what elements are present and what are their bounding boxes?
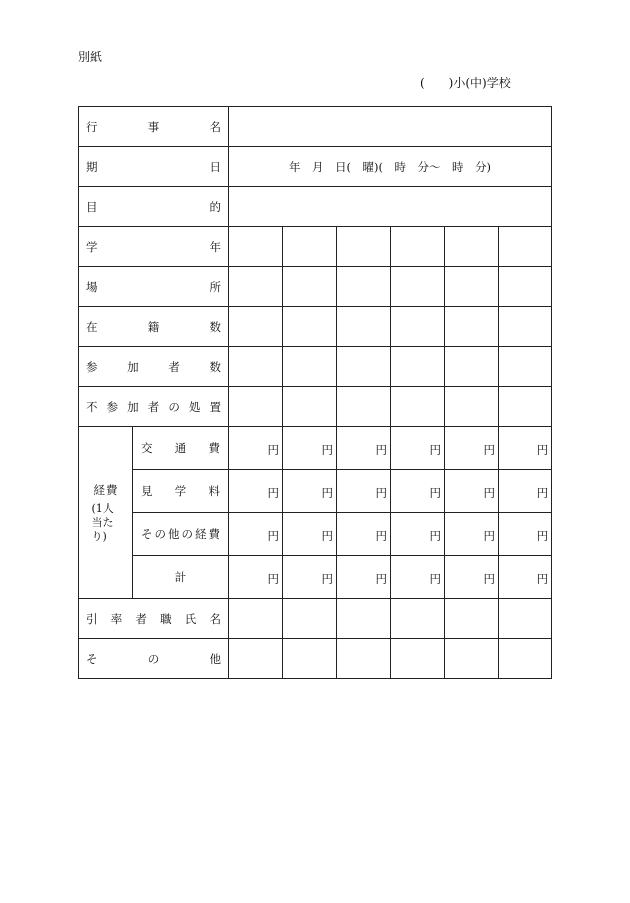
cell-chaperones[interactable] [499, 599, 552, 639]
cell-absentee-handling[interactable] [229, 387, 283, 427]
cell-chaperones[interactable] [283, 599, 337, 639]
label-char: 不 [86, 399, 98, 414]
label-text [86, 359, 221, 375]
label-char: 参 [106, 399, 119, 414]
label-text [94, 482, 118, 498]
label-char: 参 [86, 359, 98, 374]
label-char: そ [86, 651, 98, 666]
label-char: の [147, 651, 160, 666]
cell-place[interactable] [283, 267, 337, 307]
cell-other-expenses[interactable]: 円 [337, 513, 391, 556]
cell-total[interactable]: 円 [391, 556, 445, 599]
label-char: 経 [195, 527, 207, 541]
row-expense-other [79, 513, 552, 556]
cell-total[interactable]: 円 [337, 556, 391, 599]
label-char: 名 [209, 611, 221, 626]
label-char: そ [141, 527, 153, 541]
label-char: 期 [86, 159, 98, 174]
label-char: 日 [209, 159, 221, 174]
cell-place[interactable] [229, 267, 283, 307]
cell-enrolled[interactable] [283, 307, 337, 347]
label-char: 所 [209, 279, 221, 294]
label-char: 加 [127, 399, 139, 414]
cell-grade[interactable] [445, 227, 499, 267]
label-text [86, 279, 221, 295]
label-char: 費 [106, 482, 118, 497]
label-char: 学 [174, 484, 187, 498]
cell-other[interactable] [283, 639, 337, 679]
cell-place[interactable] [445, 267, 499, 307]
cell-chaperones[interactable] [229, 599, 283, 639]
cell-total[interactable]: 円 [229, 556, 283, 599]
cell-chaperones[interactable] [445, 599, 499, 639]
label-char: 数 [209, 359, 221, 374]
cell-absentee-handling[interactable] [391, 387, 445, 427]
label-char: 氏 [184, 611, 197, 626]
input-date[interactable]: 年 月 日( 曜)( 時 分〜 時 分) [229, 147, 552, 187]
cell-participants[interactable] [391, 347, 445, 387]
row-purpose [79, 187, 552, 227]
label-text [141, 483, 220, 499]
attachment-label: 別紙 [78, 50, 103, 64]
label-char: 目 [86, 199, 98, 214]
label-text [86, 199, 221, 215]
label-text [86, 319, 221, 335]
label-text [141, 440, 220, 456]
label-text [86, 651, 221, 667]
cell-other[interactable] [391, 639, 445, 679]
row-chaperones [79, 599, 552, 639]
label-grade [79, 227, 229, 267]
cell-participants[interactable] [337, 347, 391, 387]
cell-total[interactable]: 円 [445, 556, 499, 599]
label-char: 籍 [147, 319, 160, 334]
cell-total[interactable]: 円 [283, 556, 337, 599]
label-purpose [79, 187, 229, 227]
cell-chaperones[interactable] [337, 599, 391, 639]
label-char: 置 [209, 399, 221, 414]
label-char: の [181, 527, 193, 541]
cell-other-expenses[interactable]: 円 [445, 513, 499, 556]
label-char: 経 [93, 482, 105, 497]
row-other [79, 639, 552, 679]
label-char: 者 [135, 611, 147, 626]
cell-grade[interactable] [283, 227, 337, 267]
label-char: 加 [127, 359, 139, 374]
label-char: 行 [86, 119, 98, 134]
label-text [86, 239, 221, 255]
row-grade [79, 227, 552, 267]
label-chaperones [79, 599, 229, 639]
label-text [86, 119, 221, 135]
event-report-form [78, 106, 552, 679]
cell-enrolled[interactable] [391, 307, 445, 347]
label-char: 在 [86, 319, 98, 334]
school-label: ( )小(中)学校 [420, 76, 511, 90]
label-char: 事 [147, 119, 160, 134]
cell-other[interactable] [229, 639, 283, 679]
label-other-expenses [133, 513, 229, 556]
cell-chaperones[interactable] [391, 599, 445, 639]
label-total: 計 [133, 556, 229, 599]
label-char: 交 [141, 441, 153, 455]
cell-admission-fee[interactable]: 円 [229, 470, 283, 513]
label-char: 職 [160, 611, 172, 626]
cell-admission-fee[interactable]: 円 [337, 470, 391, 513]
cell-grade[interactable] [337, 227, 391, 267]
cell-transport-cost[interactable]: 円 [391, 427, 445, 470]
label-date [79, 147, 229, 187]
label-char: 処 [188, 399, 201, 414]
cell-transport-cost[interactable]: 円 [283, 427, 337, 470]
cell-other[interactable] [445, 639, 499, 679]
cell-participants[interactable] [499, 347, 552, 387]
label-char: 名 [209, 119, 221, 134]
cell-other-expenses[interactable]: 円 [283, 513, 337, 556]
cell-grade[interactable] [391, 227, 445, 267]
cell-place[interactable] [337, 267, 391, 307]
cell-other-expenses[interactable]: 円 [499, 513, 552, 556]
cell-enrolled[interactable] [337, 307, 391, 347]
cell-admission-fee[interactable]: 円 [445, 470, 499, 513]
label-enrolled [79, 307, 229, 347]
cell-transport-cost[interactable]: 円 [337, 427, 391, 470]
cell-admission-fee[interactable]: 円 [499, 470, 552, 513]
label-admission-fee [133, 470, 229, 513]
label-char: 率 [110, 611, 123, 626]
label-char: 学 [86, 239, 98, 254]
label-char: 者 [168, 359, 180, 374]
cell-absentee-handling[interactable] [499, 387, 552, 427]
label-char: 費 [208, 441, 220, 455]
cell-enrolled[interactable] [445, 307, 499, 347]
cell-enrolled[interactable] [229, 307, 283, 347]
row-enrolled [79, 307, 552, 347]
label-char: 的 [209, 199, 221, 214]
label-place [79, 267, 229, 307]
label-char: の [154, 527, 166, 541]
row-date [79, 147, 552, 187]
input-purpose[interactable] [229, 187, 552, 227]
label-event-name [79, 107, 229, 147]
cell-absentee-handling[interactable] [337, 387, 391, 427]
cell-other-expenses[interactable]: 円 [229, 513, 283, 556]
cell-enrolled[interactable] [499, 307, 552, 347]
row-expense-admission [79, 470, 552, 513]
label-char: の [168, 399, 180, 414]
label-char: 場 [86, 279, 98, 294]
cell-absentee-handling[interactable] [283, 387, 337, 427]
label-transport-cost [133, 427, 229, 470]
label-char: 数 [209, 319, 221, 334]
label-text [141, 526, 220, 542]
label-participants [79, 347, 229, 387]
label-other [79, 639, 229, 679]
label-char: 他 [168, 527, 180, 541]
row-participants [79, 347, 552, 387]
label-text [86, 399, 221, 415]
cell-participants[interactable] [283, 347, 337, 387]
row-expense-transport [79, 427, 552, 470]
cell-other[interactable] [337, 639, 391, 679]
cell-transport-cost[interactable]: 円 [229, 427, 283, 470]
label-expenses [79, 427, 133, 599]
row-absentee-handling [79, 387, 552, 427]
label-expenses-per-person: (1人当たり) [91, 501, 114, 543]
label-char: 料 [208, 484, 220, 498]
label-text [86, 159, 221, 175]
label-char: 年 [209, 239, 221, 254]
cell-other[interactable] [499, 639, 552, 679]
row-expense-total [79, 556, 552, 599]
cell-admission-fee[interactable]: 円 [283, 470, 337, 513]
label-char: 費 [208, 527, 220, 541]
label-char: 引 [86, 611, 98, 626]
cell-participants[interactable] [445, 347, 499, 387]
cell-admission-fee[interactable]: 円 [391, 470, 445, 513]
cell-place[interactable] [391, 267, 445, 307]
label-text [86, 611, 221, 627]
cell-absentee-handling[interactable] [445, 387, 499, 427]
label-char: 通 [174, 441, 187, 455]
row-place [79, 267, 552, 307]
label-char: 他 [209, 651, 221, 666]
label-char: 見 [141, 484, 153, 498]
label-char: 者 [147, 399, 160, 414]
cell-transport-cost[interactable]: 円 [445, 427, 499, 470]
cell-grade[interactable] [229, 227, 283, 267]
cell-participants[interactable] [229, 347, 283, 387]
cell-place[interactable] [499, 267, 552, 307]
cell-transport-cost[interactable]: 円 [499, 427, 552, 470]
cell-total[interactable]: 円 [499, 556, 552, 599]
cell-other-expenses[interactable]: 円 [391, 513, 445, 556]
row-event-name [79, 107, 552, 147]
input-event-name[interactable] [229, 107, 552, 147]
label-absentee-handling [79, 387, 229, 427]
cell-grade[interactable] [499, 227, 552, 267]
